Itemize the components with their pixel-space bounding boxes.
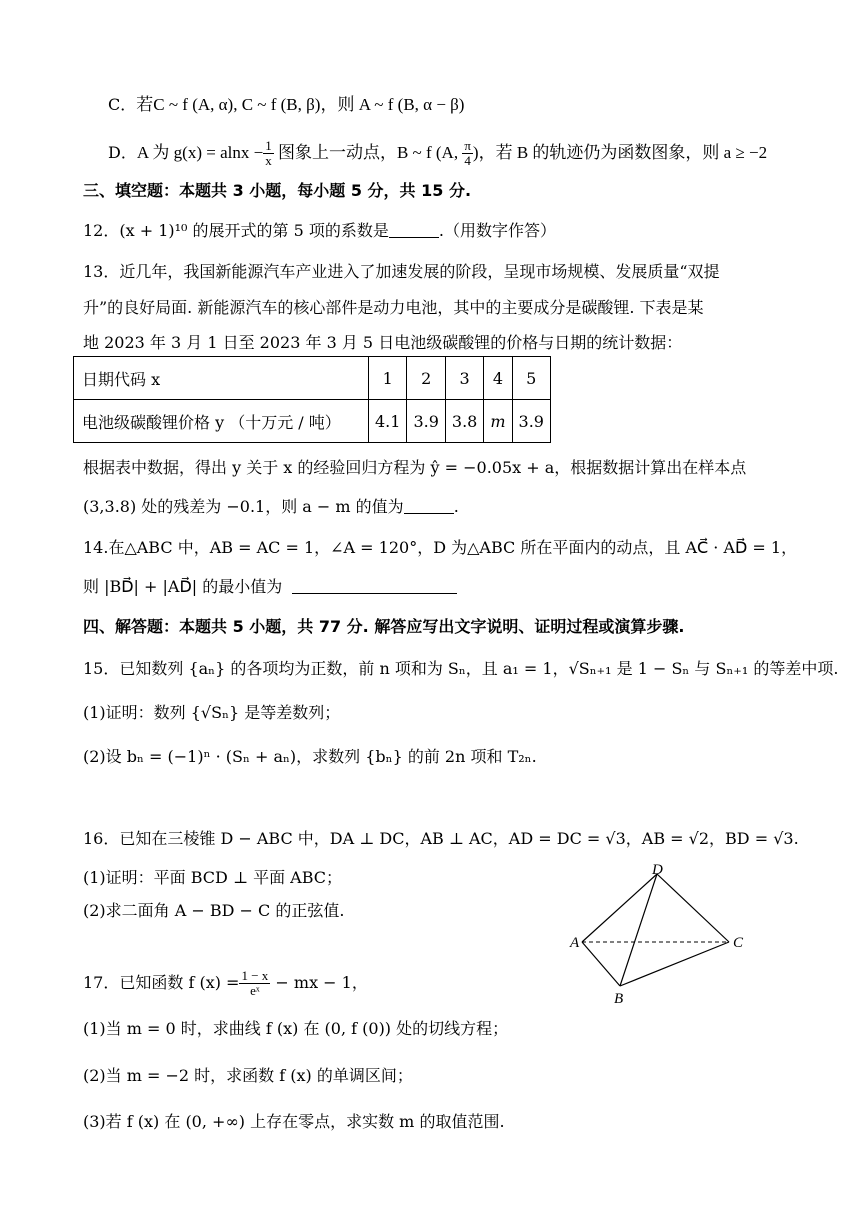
table-row-header: 日期代码 x [74,357,369,400]
q13-line-2: 升”的良好局面. 新能源汽车的核心部件是动力电池，其中的主要成分是碳酸锂. 下表是某 [83,298,704,317]
option-d-frac-num: 1 [265,138,272,153]
option-d-frac2-num: π [464,138,471,153]
option-d-frac2-den: 4 [464,153,471,168]
q14-line-2-text: 则 |BD⃗| + |AD⃗| 的最小值为 [83,577,283,596]
table-cell: 3 [445,357,483,400]
table-cell: m [484,400,512,443]
section-4-heading: 四、解答题：本题共 5 小题，共 77 分. 解答应写出文字说明、证明过程或演算步骤. [83,617,685,636]
option-d-fraction [263,139,274,168]
edge-dc [657,874,729,942]
q17-part-3: (3)若 f (x) 在 (0, +∞) 上存在零点，求实数 m 的取值范围. [83,1112,505,1131]
q13-line-5-end: . [453,497,459,516]
q13-answer-blank[interactable] [404,495,454,514]
table-cell: 2 [407,357,445,400]
section-3-heading: 三、填空题：本题共 3 小题，每小题 5 分，共 15 分. [83,181,472,200]
table-row [74,357,551,400]
option-c-label: C． [108,95,137,114]
q17-text: 17．已知函数 f (x) = [83,973,240,992]
q16-part-1: (1)证明：平面 BCD ⊥ 平面 ABC； [83,868,343,887]
q13-line-5 [83,494,459,520]
edge-ab [582,942,620,986]
q17-fraction [239,969,270,998]
option-c [108,92,464,118]
q15-part-1: (1)证明：数列 {√Sₙ} 是等差数列； [83,703,341,722]
q12-text-end: .（用数字作答） [438,221,556,240]
q14-line-2 [83,574,457,600]
option-d-text-3: )，若 B 的轨迹仍为函数图象，则 a ≥ −2 [472,143,768,162]
table-cell: 3.9 [407,400,445,443]
table-cell: 3.9 [512,400,550,443]
q15-part-2: (2)设 bₙ = (−1)ⁿ · (Sₙ + aₙ)，求数列 {bₙ} 的前 2n 项和 T₂ₙ. [83,747,537,766]
price-statistics-table [73,356,551,443]
q13-line-4: 根据表中数据，得出 y 关于 x 的经验回归方程为 ŷ = −0.05x + a，根据数据计算出在样本点 [83,458,747,477]
vertex-c-label: C [733,935,744,951]
q14-line-1: 14.在△ABC 中，AB = AC = 1，∠A = 120°，D 为△ABC 所在平面内的动点，且 AC⃗ · AD⃗ = 1， [83,538,798,557]
table-row [74,400,551,443]
option-d-frac-den: x [265,153,272,168]
q17-part-2: (2)当 m = −2 时，求函数 f (x) 的单调区间； [83,1066,413,1085]
q17-part-1: (1)当 m = 0 时，求曲线 f (x) 在 (0, f (0)) 处的切线方程； [83,1019,509,1038]
q16-part-2: (2)求二面角 A − BD − C 的正弦值. [83,901,345,920]
q13-line-1: 13．近几年，我国新能源汽车产业进入了加速发展的阶段，呈现市场规模、发展质量“双提 [83,262,720,281]
option-d-fraction-2 [462,139,473,168]
option-d-text-2: 图象上一动点，B ~ f (A, [273,143,463,162]
vertex-b-label: B [614,991,624,1007]
option-d-label: D． [108,143,137,162]
q14-answer-blank[interactable] [292,575,457,594]
q12-answer-blank[interactable] [389,219,439,238]
option-c-text: 若C ~ f (A, α), C ~ f (B, β)，则 A ~ f (B, α − β) [136,95,465,114]
option-d-text-1: A 为 g(x) = alnx − [136,143,264,162]
option-d [108,137,767,169]
q17-frac-den: eˣ [250,983,260,998]
vertex-a-label: A [570,935,580,951]
table-cell: 3.8 [445,400,483,443]
q13-line-3: 地 2023 年 3 月 1 日至 2023 年 3 月 5 日电池级碳酸锂的价格与日期的统计数据： [83,333,683,352]
q17-text-end: − mx − 1， [270,973,368,992]
table-cell: 4 [484,357,512,400]
q13-line-5-text: (3,3.8) 处的残差为 −0.1，则 a − m 的值为 [83,497,404,516]
edge-bc [620,942,729,986]
table-cell: 5 [512,357,550,400]
q15-line-1: 15．已知数列 {aₙ} 的各项均为正数，前 n 项和为 Sₙ，且 a₁ = 1，√Sₙ₊₁ 是 1 − Sₙ 与 Sₙ₊₁ 的等差中项. [83,659,839,678]
vertex-d-label: D [652,862,663,878]
table-cell: 1 [369,357,407,400]
question-12 [83,218,556,244]
q17-line-1 [83,966,368,1000]
q12-text: 12．(x + 1)¹⁰ 的展开式的第 5 项的系数是 [83,221,389,240]
table-cell: 4.1 [369,400,407,443]
tetrahedron-figure [560,858,760,1008]
q17-frac-num: 1 − x [241,968,269,983]
table-row-header: 电池级碳酸锂价格 y （十万元 / 吨） [74,400,369,443]
q16-line-1: 16．已知在三棱锥 D − ABC 中，DA ⊥ DC，AB ⊥ AC，AD = DC = √3，AB = √2，BD = √3. [83,829,799,848]
